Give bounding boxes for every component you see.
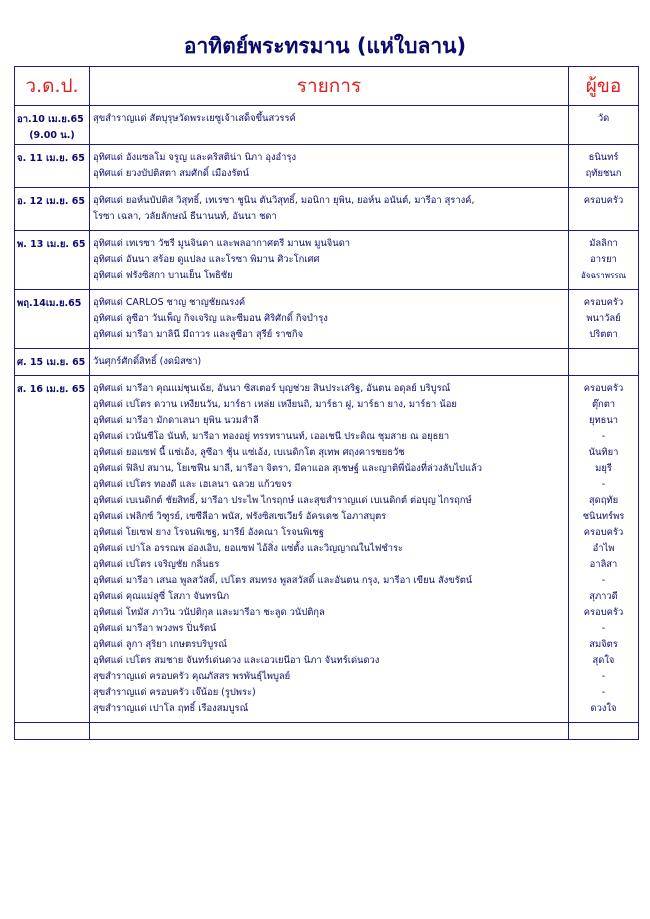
requester-name bbox=[569, 354, 638, 370]
row-requesters bbox=[569, 290, 639, 349]
requester-name: ปริตตา bbox=[589, 329, 618, 340]
requester-name: มยุรี bbox=[595, 463, 612, 474]
intention-item: อุทิศแด่ เทเรซา วัชรี มูนจินดา และพลอากาศตรี มานพ มูนจินดา bbox=[93, 238, 351, 249]
intention-item: อุทิศแด่ มารีอา มักดาเลนา ยุพิน นวมสำลี bbox=[93, 415, 259, 426]
intention-item: สุขสำราญแด่ เปาโล ฤทธิ์ เรืองสมบูรณ์ bbox=[93, 703, 249, 714]
intention-item: อุทิศแด่ เปาโล อรรณพ อ่องเอิบ, ยอแซฟ ไอ้สิ่ง แซ่ตั้ง และวิญญาณในไฟชำระ bbox=[93, 543, 404, 554]
row-items bbox=[90, 231, 569, 290]
header-date: ว.ด.ป. bbox=[15, 67, 90, 106]
intention-item: อุทิศแด่ เปโตร ดวาน เหงียนวัน, มาร์ธา เหล่ย เหงียนถิ, มาร์ธา ฝู, มาร์ธา ยาง, มาร์ธา น้อย bbox=[93, 399, 457, 410]
row-date bbox=[15, 349, 90, 376]
requester-name: อัจฉราพรรณ bbox=[580, 271, 627, 280]
row-date bbox=[15, 290, 90, 349]
requester-name: ครอบครัว bbox=[583, 297, 624, 308]
table-row bbox=[15, 349, 639, 376]
row-date bbox=[15, 231, 90, 290]
row-date bbox=[15, 188, 90, 231]
requester-name: ดวงใจ bbox=[590, 703, 617, 714]
row-date-text: ศ. 15 เม.ย. 65 bbox=[17, 357, 86, 368]
intention-item: อุทิศแด่ ยอแซฟ นี้ แซ่เอ้ง, ลูซีอา ชุ้น แซ่เอ้ง, เบเนดิกโต สุเทพ ศฤงคารชยธวัช bbox=[93, 447, 405, 458]
row-date bbox=[15, 106, 90, 145]
intention-item: สุขสำราญแด่ สัตบุรุษวัดพระเยซูเจ้าเสด็จขึ้นสวรรค์ bbox=[93, 113, 296, 124]
row-items bbox=[90, 290, 569, 349]
intention-item: โรซา เฉลา, วลัยลักษณ์ ธีนานนท์, อันนา ชดา bbox=[93, 211, 277, 222]
requester-name: อำไพ bbox=[592, 543, 615, 554]
row-items bbox=[90, 106, 569, 145]
row-requesters bbox=[569, 349, 639, 376]
requester-name: วัด bbox=[597, 113, 610, 124]
requester-name: สุดใจ bbox=[592, 655, 615, 666]
row-date bbox=[15, 145, 90, 188]
row-date-text: ส. 16 เม.ย. 65 bbox=[17, 384, 86, 395]
requester-name: ชนินทร์พร bbox=[582, 511, 625, 522]
requester-name: นันทิยา bbox=[588, 447, 619, 458]
empty-cell bbox=[569, 723, 639, 740]
requester-name: สุภาวดี bbox=[589, 591, 618, 602]
table-row bbox=[15, 188, 639, 231]
table-row bbox=[15, 376, 639, 723]
row-date-text: พฤ.14เม.ย.65 bbox=[17, 298, 82, 309]
requester-name: อารยา bbox=[590, 254, 617, 265]
requester-name: ครอบครัว bbox=[583, 607, 624, 618]
requester-name: อาลิสา bbox=[589, 559, 618, 570]
intention-item: อุทิศแด่ ฟรังซิสกา บานเย็น โพธิชัย bbox=[93, 270, 233, 281]
intention-item: อุทิศแด่ ยวงบัปติสตา สมศักดิ์ เมืองรัตน์ bbox=[93, 168, 249, 179]
intention-item: อุทิศแด่ มารีอา พวงพร ปิ่นรัตน์ bbox=[93, 623, 217, 634]
table-header-row bbox=[15, 67, 639, 106]
requester-name: - bbox=[601, 479, 606, 490]
table-row bbox=[15, 290, 639, 349]
intention-item: อุทิศแด่ เปโตร ทองดี และ เฮเลนา ฉลวย แก้วขจร bbox=[93, 479, 292, 490]
requester-name: - bbox=[601, 671, 606, 682]
row-items bbox=[90, 188, 569, 231]
intention-item: อุทิศแด่ เปโตร สมชาย จันทร์เด่นดวง และเอวเยนีอา นิภา จันทร์เด่นดวง bbox=[93, 655, 380, 666]
intentions-table bbox=[14, 66, 639, 740]
requester-name: ฤทัยชนก bbox=[585, 168, 622, 179]
requester-name: ยุทธนา bbox=[588, 415, 619, 426]
intention-item: อุทิศแด่ เบเนดิกต์ ชัยสิทธิ์, มารีอา ประไพ ไกรฤกษ์ และสุขสำราญแด่ เบเนดิกต์ ต่อบุญ ไกรฤกษ์ bbox=[93, 495, 472, 506]
intention-item: อุทิศแด่ อันนา สร้อย ดูแปลง และโรซา พิมาน ศิวะโกเศศ bbox=[93, 254, 320, 265]
requester-name: - bbox=[601, 431, 606, 442]
intention-item: อุทิศแด่ คุณแม่ลูซี่ โสภา จันทรนิภ bbox=[93, 591, 230, 602]
row-date-text: อ. 12 เม.ย. 65 bbox=[17, 196, 85, 207]
intention-item: สุขสำราญแด่ ครอบครัว คุณภัสสร พรพันธุ์ไพบูลย์ bbox=[93, 671, 291, 682]
intention-item: สุขสำราญแด่ ครอบครัว เจ๊น้อย (รูปพระ) bbox=[93, 687, 256, 698]
row-date-text: อา.10 เม.ย.65 bbox=[17, 114, 84, 125]
empty-cell bbox=[15, 723, 90, 740]
table-row bbox=[15, 231, 639, 290]
empty-cell bbox=[90, 723, 569, 740]
requester-name: - bbox=[601, 623, 606, 634]
requester-name: - bbox=[601, 575, 606, 586]
row-date bbox=[15, 376, 90, 723]
row-requesters bbox=[569, 106, 639, 145]
row-requesters bbox=[569, 188, 639, 231]
table-row bbox=[15, 106, 639, 145]
intention-item: อุทิศแด่ ยอห์นบัปติส วิสุทธิ์, เทเรซา ชูนิน ตันวิสุทธิ์, มอนิกา ยุพิน, ยอห์น อนันต์, มารีอา สุรางค์, bbox=[93, 195, 475, 206]
intention-item: อุทิศแด่ เฟลิกซ์ วิฑูรย์, เซซีลีอา พนัส, ฟรังซิสเซเวียร์ อัครเดช โอภาสบุตร bbox=[93, 511, 387, 522]
intention-item: อุทิศแด่ ลูซีอา วันเพ็ญ กิจเจริญ และซีมอน ศิริศักดิ์ กิจบำรุง bbox=[93, 313, 328, 324]
intention-item: อุทิศแด่ CARLOS ชาญ ชาญชัยณรงค์ bbox=[93, 297, 246, 308]
row-requesters bbox=[569, 145, 639, 188]
intention-item: อุทิศแด่ มารีอา คุณแม่ชุนเฉ้ย, อันนา ซิสเตอร์ บุญช่วย สินประเสริฐ, อันตน อดุลย์ บริบูรณ์ bbox=[93, 383, 451, 394]
requester-name: สุดฤทัย bbox=[588, 495, 619, 506]
requester-name: ครอบครัว bbox=[583, 195, 624, 206]
intention-item: อุทิศแด่ เวนันซีโอ นันท์, มารีอา ทองอยู่ ทรรทรานนท์, เออเชนี ประดิณ ชุมสาย ณ อยุธยา bbox=[93, 431, 450, 442]
requester-name: ครอบครัว bbox=[583, 527, 624, 538]
row-date-time: (9.00 น.) bbox=[29, 130, 75, 141]
header-requester: ผู้ขอ bbox=[569, 67, 639, 106]
intention-item: วันศุกร์ศักดิ์สิทธิ์ (งดมิสซา) bbox=[93, 356, 202, 367]
intention-item: อุทิศแด่ เปโตร เจริญชัย กลิ่นธร bbox=[93, 559, 220, 570]
table-row bbox=[15, 145, 639, 188]
page-title: อาทิตย์พระทรมาน (แห่ใบลาน) bbox=[183, 34, 467, 58]
requester-name: - bbox=[601, 687, 606, 698]
intention-item: อุทิศแด่ ฟิลิป สมาน, โยเซฟีน มาลี, มารีอา จิตรา, มีคาแอล สุเชษฐ์ และญาติพี่น้องที่ล่วงลับไปแล้ว bbox=[93, 463, 483, 474]
requester-name: พนาวัลย์ bbox=[586, 313, 621, 324]
intention-item: อุทิศแด่ มารีอา มาลินี มีถาวร และลูซีอา สุรีย์ ราชกิจ bbox=[93, 329, 304, 340]
table-body bbox=[15, 106, 639, 740]
header-items: รายการ bbox=[90, 67, 569, 106]
intention-item: อุทิศแด่ โทมัส ภาวิน วนัปติกุล และมารีอา ชะลูด วนัปติกุล bbox=[93, 607, 325, 618]
row-requesters bbox=[569, 231, 639, 290]
row-requesters bbox=[569, 376, 639, 723]
intention-item: อุทิศแด่ อังแซลโม จรูญ และคริสติน่า นิภา อุงอำรุง bbox=[93, 152, 297, 163]
requester-name: ธนินทร์ bbox=[588, 152, 619, 163]
intention-item: อุทิศแด่ ลูกา สุริยา เกษตรบริบูรณ์ bbox=[93, 639, 227, 650]
row-items bbox=[90, 376, 569, 723]
intention-item: อุทิศแด่ โยเซฟ ยาง โรจนพิเชฐ, มารีย์ อังคณา โรจนพิเชฐ bbox=[93, 527, 325, 538]
row-date-text: พ. 13 เม.ย. 65 bbox=[17, 239, 86, 250]
requester-name: มัลลิกา bbox=[589, 238, 618, 249]
row-items bbox=[90, 145, 569, 188]
row-items bbox=[90, 349, 569, 376]
intention-item: อุทิศแด่ มารีอา เสนอ พูลสวัสดิ์, เปโตร สมทรง พูลสวัสดิ์ และอันตน กรุง, มารีอา เขียน สังขรัตน์ bbox=[93, 575, 473, 586]
requester-name: ตุ๊กตา bbox=[591, 399, 616, 410]
requester-name: ครอบครัว bbox=[583, 383, 624, 394]
requester-name: สมจิตร bbox=[589, 639, 618, 650]
empty-row bbox=[15, 723, 639, 740]
row-date-text: จ. 11 เม.ย. 65 bbox=[17, 153, 85, 164]
